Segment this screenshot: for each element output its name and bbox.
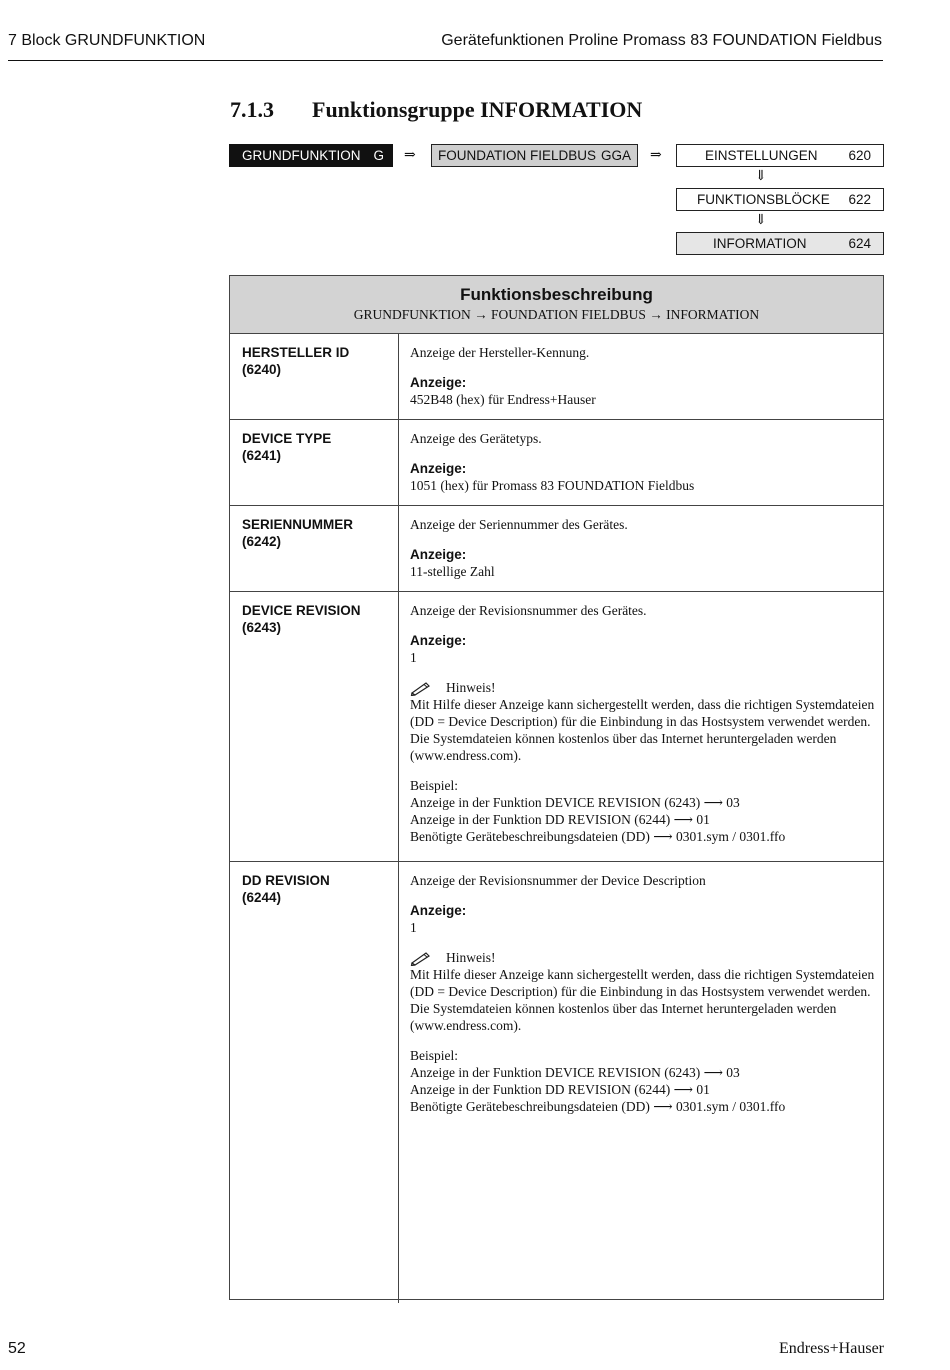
nav-label: GRUNDFUNKTION bbox=[242, 148, 361, 163]
hint-text-line: (DD = Device Description) für die Einbindung in das Hostsystem verwendet werden. bbox=[410, 714, 871, 729]
function-name-cell bbox=[230, 592, 399, 861]
function-description-cell bbox=[399, 592, 883, 861]
hint-text-line: Mit Hilfe dieser Anzeige kann sichergestellt werden, dass die richtigen Systemdateien bbox=[410, 697, 875, 712]
running-header-left: 7 Block GRUNDFUNKTION bbox=[8, 32, 206, 49]
hint-label: Hinweis! bbox=[446, 680, 496, 695]
function-name: HERSTELLER ID bbox=[242, 345, 350, 360]
description-text: Anzeige der Seriennummer des Gerätes. bbox=[410, 517, 628, 532]
footer-brand: Endress+Hauser bbox=[779, 1340, 884, 1357]
hint-text-line: (www.endress.com). bbox=[410, 1018, 522, 1033]
function-name-cell bbox=[230, 334, 399, 419]
nav-box-funktionsbloecke bbox=[676, 188, 884, 211]
function-description-cell bbox=[399, 420, 883, 505]
nav-code: 622 bbox=[848, 192, 871, 207]
arrow-down-icon: ⇓ bbox=[755, 169, 767, 184]
function-name: DD REVISION bbox=[242, 873, 330, 888]
section-number: 7.1.3 bbox=[230, 97, 274, 122]
example-label: Beispiel: bbox=[410, 1048, 458, 1063]
running-header-right: Gerätefunktionen Proline Promass 83 FOUNDATION Fieldbus bbox=[441, 32, 882, 49]
arrow-right-icon: ⇒ bbox=[650, 148, 662, 163]
hint-text-line: Die Systemdateien können kostenlos über das Internet heruntergeladen werden bbox=[410, 731, 837, 746]
section-name: Funktionsgruppe INFORMATION bbox=[312, 97, 643, 122]
function-code: (6241) bbox=[242, 448, 282, 463]
anzeige-value: 1 bbox=[410, 920, 417, 935]
example-line: Benötigte Gerätebeschreibungsdateien (DD) ⟶ 0301.sym / 0301.ffo bbox=[410, 1099, 786, 1114]
hint-text-line: (www.endress.com). bbox=[410, 748, 522, 763]
pencil-note-icon bbox=[410, 950, 432, 966]
description-text: Anzeige des Gerätetyps. bbox=[410, 431, 542, 446]
function-name: DEVICE REVISION bbox=[242, 603, 361, 618]
hint-heading bbox=[410, 949, 875, 966]
anzeige-label: Anzeige: bbox=[410, 547, 467, 562]
arrow-right-icon: ⇒ bbox=[404, 148, 416, 163]
description-text: Anzeige der Hersteller-Kennung. bbox=[410, 345, 590, 360]
function-code: (6242) bbox=[242, 534, 282, 549]
function-name-cell bbox=[230, 506, 399, 591]
table-row bbox=[230, 420, 883, 506]
table-path: GRUNDFUNKTION → FOUNDATION FIELDBUS → INFORMATION bbox=[353, 307, 760, 322]
description-text: Anzeige der Revisionsnummer der Device Description bbox=[410, 873, 706, 888]
table-row bbox=[230, 506, 883, 592]
anzeige-label: Anzeige: bbox=[410, 461, 467, 476]
anzeige-label: Anzeige: bbox=[410, 633, 467, 648]
table-row bbox=[230, 334, 883, 420]
section-title bbox=[230, 97, 642, 123]
function-name-cell bbox=[230, 862, 399, 1303]
nav-box-information bbox=[676, 232, 884, 255]
example-line: Benötigte Gerätebeschreibungsdateien (DD) ⟶ 0301.sym / 0301.ffo bbox=[410, 829, 786, 844]
example-label: Beispiel: bbox=[410, 778, 458, 793]
table-header bbox=[230, 276, 883, 334]
anzeige-value: 11-stellige Zahl bbox=[410, 564, 495, 579]
arrow-down-icon: ⇓ bbox=[755, 213, 767, 228]
page-number: 52 bbox=[8, 1340, 26, 1357]
function-description-cell bbox=[399, 334, 883, 419]
example-line: Anzeige in der Funktion DEVICE REVISION (6243) ⟶ 03 bbox=[410, 795, 740, 810]
nav-label: FUNKTIONSBLÖCKE bbox=[697, 192, 830, 207]
nav-label: EINSTELLUNGEN bbox=[705, 148, 818, 163]
table-row bbox=[230, 862, 883, 1303]
nav-label: FOUNDATION FIELDBUS bbox=[438, 148, 597, 163]
nav-code: 620 bbox=[848, 148, 871, 163]
table-title: Funktionsbeschreibung bbox=[460, 285, 653, 304]
function-name: DEVICE TYPE bbox=[242, 431, 332, 446]
function-description-cell bbox=[399, 862, 883, 1303]
function-name-cell bbox=[230, 420, 399, 505]
nav-code: 624 bbox=[848, 236, 871, 251]
hint-heading bbox=[410, 679, 875, 696]
function-description-table bbox=[229, 275, 884, 1300]
nav-box-grundfunktion bbox=[229, 144, 393, 167]
anzeige-value: 1051 (hex) für Promass 83 FOUNDATION Fieldbus bbox=[410, 478, 695, 493]
example-line: Anzeige in der Funktion DEVICE REVISION (6243) ⟶ 03 bbox=[410, 1065, 740, 1080]
description-text: Anzeige der Revisionsnummer des Gerätes. bbox=[410, 603, 647, 618]
function-code: (6243) bbox=[242, 620, 282, 635]
anzeige-label: Anzeige: bbox=[410, 375, 467, 390]
anzeige-value: 452B48 (hex) für Endress+Hauser bbox=[410, 392, 596, 407]
anzeige-label: Anzeige: bbox=[410, 903, 467, 918]
nav-label: INFORMATION bbox=[713, 236, 807, 251]
hint-label: Hinweis! bbox=[446, 950, 496, 965]
example-line: Anzeige in der Funktion DD REVISION (6244) ⟶ 01 bbox=[410, 812, 710, 827]
nav-box-foundation-fieldbus bbox=[431, 144, 638, 167]
hint-text-line: (DD = Device Description) für die Einbindung in das Hostsystem verwendet werden. bbox=[410, 984, 871, 999]
hint-text-line: Mit Hilfe dieser Anzeige kann sichergestellt werden, dass die richtigen Systemdateien bbox=[410, 967, 875, 982]
function-code: (6244) bbox=[242, 890, 282, 905]
table-row bbox=[230, 592, 883, 862]
hint-text-line: Die Systemdateien können kostenlos über das Internet heruntergeladen werden bbox=[410, 1001, 837, 1016]
pencil-note-icon bbox=[410, 680, 432, 696]
nav-box-einstellungen bbox=[676, 144, 884, 167]
function-code: (6240) bbox=[242, 362, 282, 377]
function-name: SERIENNUMMER bbox=[242, 517, 354, 532]
anzeige-value: 1 bbox=[410, 650, 417, 665]
example-line: Anzeige in der Funktion DD REVISION (6244) ⟶ 01 bbox=[410, 1082, 710, 1097]
nav-code: G bbox=[373, 148, 384, 163]
header-divider bbox=[8, 60, 883, 61]
function-description-cell bbox=[399, 506, 883, 591]
nav-code: GGA bbox=[600, 148, 631, 163]
